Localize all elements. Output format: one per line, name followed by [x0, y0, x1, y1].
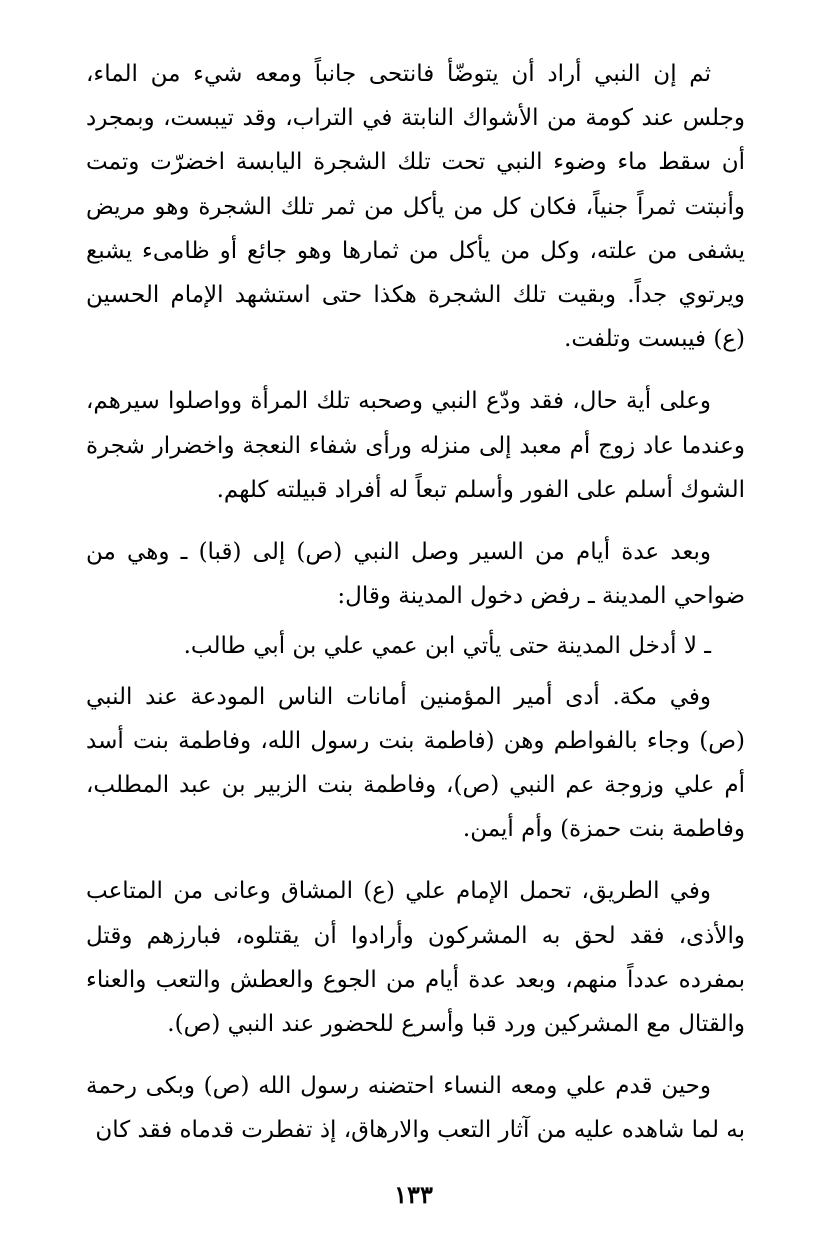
body-text — [86, 52, 745, 1153]
paragraph-4: وفي مكة. أدى أمير المؤمنين أمانات الناس المودعة عند النبي (ص) وجاء بالفواطم وهن (فاطمة بنت رسول الله، وفاطمة بنت أسد أم علي وزوجة عم النبي (ص)، وفاطمة بنت الزبير بن عبد المطلب، وفاطمة بنت حمزة) وأم أيمن. — [86, 683, 745, 843]
page-number: ١٣٣ — [394, 1180, 433, 1209]
paragraph-6: وحين قدم علي ومعه النساء احتضنه رسول الله (ص) وبكى رحمة به لما شاهده عليه من آثار التعب والارهاق، إذ تفطرت قدماه فقد كان — [86, 1073, 745, 1144]
paragraph-1: ثم إن النبي أراد أن يتوضّأ فانتحى جانباً ومعه شيء من الماء، وجلس عند كومة من الأشواك النابتة في التراب، وقد تيبست، وبمجرد أن سقط ماء وضوء النبي تحت تلك الشجرة اليابسة اخضرّت وتمت وأنبتت ثمراً جنياً، فكان كل من يأكل من ثمر تلك الشجرة وهو مريض يشفى من علته، وكل من يأكل من ثمارها وهو جائع أو ظامىء يشبع ويرتوي جداً. وبقيت تلك الشجرة هكذا حتى استشهد الإمام الحسين (ع) فيبست وتلفت. — [86, 61, 745, 353]
paragraph-quote: ـ لا أدخل المدينة حتى يأتي ابن عمي علي بن أبي طالب. — [183, 633, 711, 660]
paragraph-2: وعلى أية حال، فقد ودّع النبي وصحبه تلك المرأة وواصلوا سيرهم، وعندما عاد زوج أم معبد إلى منزله ورأى شفاء النعجة واخضرار شجرة الشوك أسلم على الفور وأسلم تبعاً له أفراد قبيلته كلهم. — [86, 388, 745, 503]
paragraph-5: وفي الطريق، تحمل الإمام علي (ع) المشاق وعانى من المتاعب والأذى، فقد لحق به المشركون وأرادوا أن يقتلوه، فبارزهم وقتل بمفرده عدداً منهم، وبعد عدة أيام من الجوع والعطش والتعب والعناء والقتال مع المشركين ورد قبا وأسرع للحضور عند النبي (ص). — [86, 878, 745, 1038]
paragraph-3: وبعد عدة أيام من السير وصل النبي (ص) إلى (قبا) ـ وهي من ضواحي المدينة ـ رفض دخول المدينة وقال: — [86, 539, 745, 610]
